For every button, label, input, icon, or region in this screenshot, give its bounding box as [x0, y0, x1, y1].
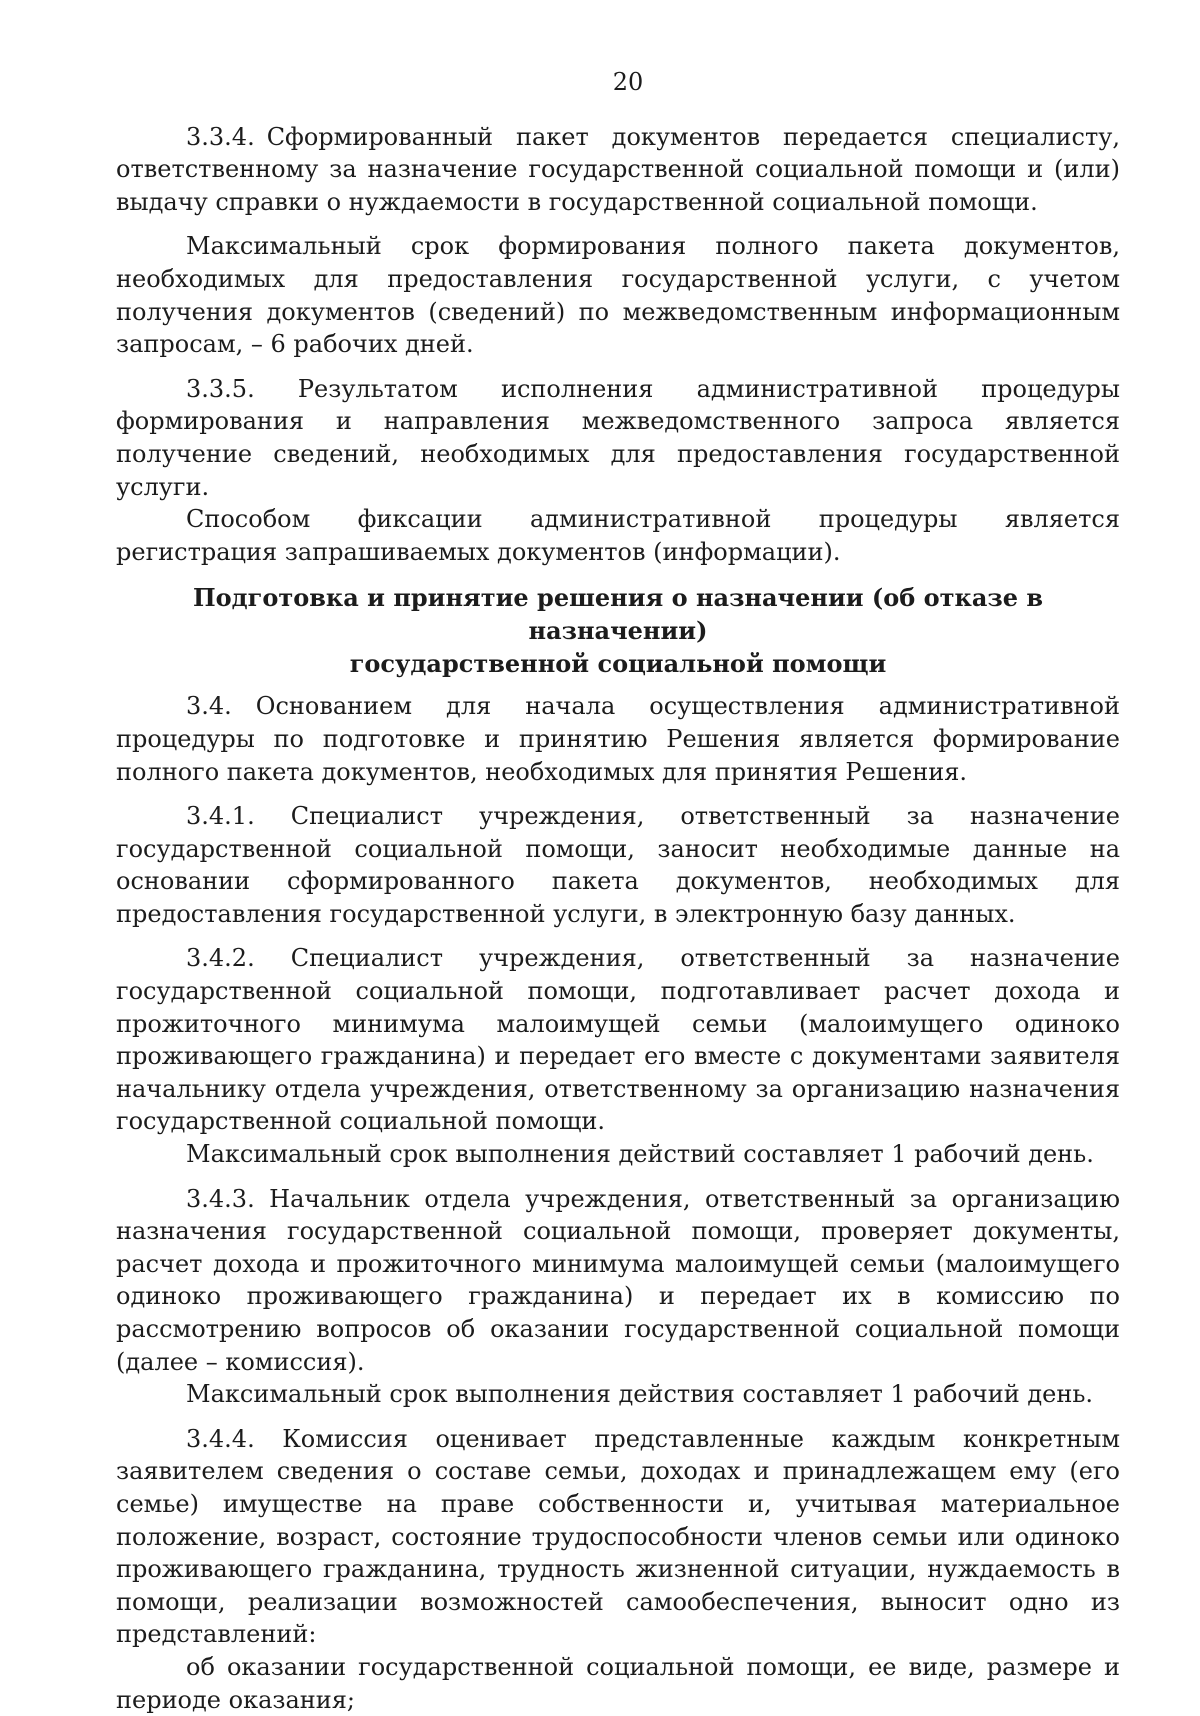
- paragraph-3-4-4: 3.4.4. Комиссия оценивает представленные каждым конкретным заявителем сведения о составе семьи, доходах и принадлежащем ему (его семье) имуществе на праве собственности и, учитывая материальное положение, возраст, состояние трудоспособности членов семьи или одиноко проживающего гражданина, трудность жизненной ситуации, нуждаемость в помощи, реализации возможностей самообеспечения, выносит одно из представлений:: [116, 1424, 1120, 1649]
- paragraph-3-3-5: 3.3.5. Результатом исполнения административной процедуры формирования и направления межведомственного запроса является получение сведений, необходимых для предоставления государственной услуги.: [116, 374, 1120, 501]
- paragraph-3-4-3: 3.4.3. Начальник отдела учреждения, ответственный за организацию назначения государственной социальной помощи, проверяет документы, расчет дохода и прожиточного минимума малоимущей семьи (малоимущего одиноко проживающего гражданина) и передает их в комиссию по рассмотрению вопросов об оказании государственной социальной помощи (далее – комиссия).: [116, 1184, 1120, 1376]
- paragraph-fixation-method: Способом фиксации административной процедуры является регистрация запрашиваемых документов (информации).: [116, 505, 1120, 566]
- paragraph-max-term-6-days: Максимальный срок формирования полного пакета документов, необходимых для предоставления государственной услуги, с учетом получения документов (сведений) по межведомственным информационным запросам, – 6 рабочих дней.: [116, 232, 1120, 359]
- page-number: 20: [612, 68, 644, 96]
- paragraph-3-4: 3.4. Основанием для начала осуществления административной процедуры по подготовке и принятию Решения является формирование полного пакета документов, необходимых для принятия Решения.: [116, 692, 1120, 786]
- paragraph-3-4-1: 3.4.1. Специалист учреждения, ответственный за назначение государственной социальной помощи, заносит необходимые данные на основании сформированного пакета документов, необходимых для предоставления государственной услуги, в электронную базу данных.: [116, 802, 1120, 928]
- paragraph-max-term-action: Максимальный срок выполнения действия составляет 1 рабочий день.: [186, 1380, 1094, 1409]
- section-heading-line-1: Подготовка и принятие решения о назначении (об отказе в назначении): [192, 583, 1044, 646]
- section-heading-line-2: государственной социальной помощи: [349, 649, 887, 679]
- paragraph-representation-item: об оказании государственной социальной помощи, ее виде, размере и периоде оказания;: [116, 1652, 1120, 1714]
- paragraph-max-term-actions: Максимальный срок выполнения действий составляет 1 рабочий день.: [186, 1140, 1094, 1169]
- paragraph-3-4-2: 3.4.2. Специалист учреждения, ответственный за назначение государственной социальной помощи, подготавливает расчет дохода и прожиточного минимума малоимущей семьи (малоимущего одиноко проживающего гражданина) и передает его вместе с документами заявителя начальнику отдела учреждения, ответственному за организацию назначения государственной социальной помощи.: [116, 944, 1120, 1136]
- paragraph-3-3-4: 3.3.4. Сформированный пакет документов передается специалисту, ответственному за назначение государственной социальной помощи и (или) выдачу справки о нуждаемости в государственной социальной помощи.: [116, 122, 1120, 216]
- section-heading: [116, 581, 1120, 680]
